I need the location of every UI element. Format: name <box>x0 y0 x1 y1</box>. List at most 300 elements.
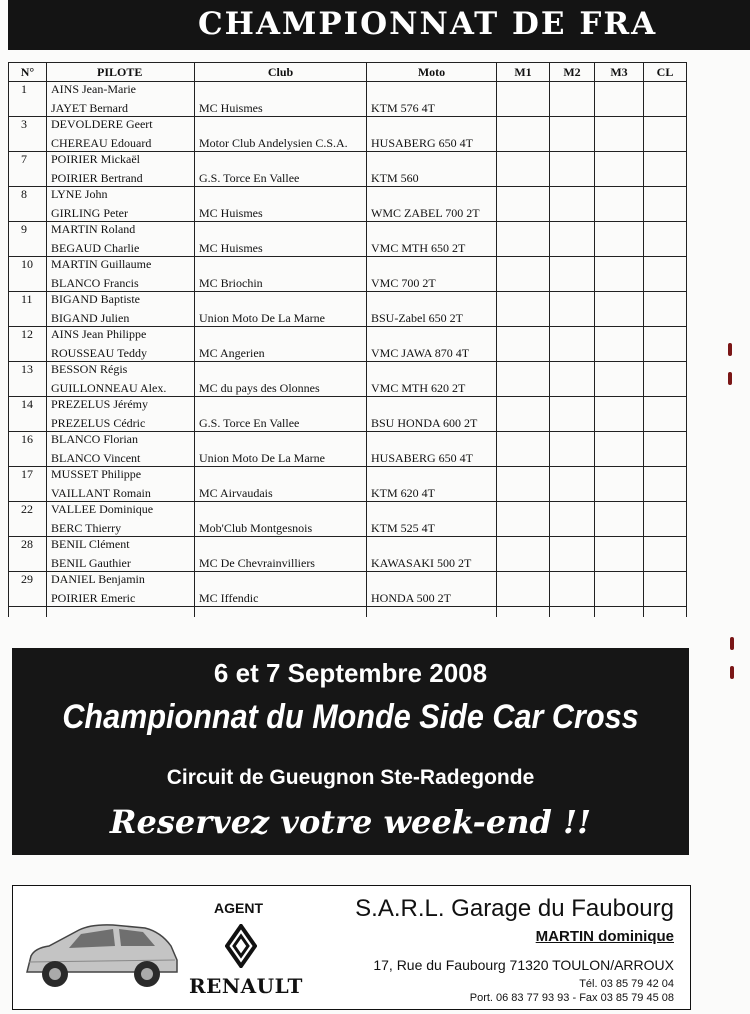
cl-cell <box>644 169 687 187</box>
entries-body <box>9 82 687 618</box>
moto-cell <box>367 187 497 205</box>
moto-model: WMC ZABEL 700 2T <box>367 204 497 222</box>
m3-cell <box>595 222 644 240</box>
cl-cell <box>644 467 687 485</box>
pilot-name: BIGAND Baptiste <box>47 292 195 310</box>
pilot-name: MARTIN Roland <box>47 222 195 240</box>
pilot-name: BLANCO Francis <box>47 274 195 292</box>
club-cell <box>195 432 367 450</box>
cl-cell <box>644 362 687 380</box>
club-cell <box>195 292 367 310</box>
header-num: N° <box>9 63 47 82</box>
pilot-name: BENIL Gauthier <box>47 554 195 572</box>
moto-model: VMC 700 2T <box>367 274 497 292</box>
m2-cell <box>550 187 595 205</box>
m3-cell <box>595 169 644 187</box>
entry-number-cell <box>9 414 47 432</box>
cl-cell <box>644 99 687 117</box>
pilot-name: VALLEE Dominique <box>47 502 195 520</box>
pilot-name: BIGAND Julien <box>47 309 195 327</box>
pilot-name: ROUSSEAU Teddy <box>47 344 195 362</box>
garage-mobile-fax: Port. 06 83 77 93 93 - Fax 03 85 79 45 08 <box>469 992 674 1004</box>
entry-number-cell <box>9 449 47 467</box>
pilot-name: PREZELUS Cédric <box>47 414 195 432</box>
entry-number-cell <box>9 379 47 397</box>
moto-model: KTM 620 4T <box>367 484 497 502</box>
entry-number: 3 <box>9 117 47 135</box>
m2-cell <box>550 554 595 572</box>
empty-cell <box>497 607 550 618</box>
entry-number-cell <box>9 484 47 502</box>
event-dates: 6 et 7 Septembre 2008 <box>213 658 488 688</box>
table-row <box>9 274 687 292</box>
m2-cell <box>550 397 595 415</box>
cl-cell <box>644 432 687 450</box>
club-cell <box>195 117 367 135</box>
m2-cell <box>550 204 595 222</box>
brand-name: RENAULT <box>189 974 303 998</box>
moto-cell <box>367 362 497 380</box>
m2-cell <box>550 99 595 117</box>
moto-model: VMC MTH 620 2T <box>367 379 497 397</box>
entry-number-cell <box>9 519 47 537</box>
m3-cell <box>595 362 644 380</box>
table-header-row <box>9 63 687 82</box>
m1-cell <box>497 82 550 100</box>
m3-cell <box>595 327 644 345</box>
m2-cell <box>550 414 595 432</box>
m1-cell <box>497 239 550 257</box>
m3-cell <box>595 467 644 485</box>
entry-number-cell <box>9 309 47 327</box>
cl-cell <box>644 274 687 292</box>
moto-model: KTM 560 <box>367 169 497 187</box>
cl-cell <box>644 519 687 537</box>
m3-cell <box>595 204 644 222</box>
agent-label: AGENT <box>214 900 263 916</box>
pilot-name: MARTIN Guillaume <box>47 257 195 275</box>
m2-cell <box>550 449 595 467</box>
entry-number: 13 <box>9 362 47 380</box>
garage-manager: MARTIN dominique <box>535 928 674 945</box>
moto-cell <box>367 327 497 345</box>
m3-cell <box>595 82 644 100</box>
moto-model: HONDA 500 2T <box>367 589 497 607</box>
table-row <box>9 484 687 502</box>
moto-cell <box>367 222 497 240</box>
m2-cell <box>550 502 595 520</box>
table-row <box>9 152 687 170</box>
club-name: MC Huismes <box>195 239 367 257</box>
pilot-name: PREZELUS Jérémy <box>47 397 195 415</box>
m1-cell <box>497 397 550 415</box>
cl-cell <box>644 502 687 520</box>
entry-number: 8 <box>9 187 47 205</box>
cl-cell <box>644 327 687 345</box>
garage-address: 17, Rue du Faubourg 71320 TOULON/ARROUX <box>373 957 674 973</box>
table-row <box>9 309 687 327</box>
cl-cell <box>644 134 687 152</box>
m3-cell <box>595 99 644 117</box>
entry-number: 9 <box>9 222 47 240</box>
pilot-name: BENIL Clément <box>47 537 195 555</box>
cl-cell <box>644 204 687 222</box>
m1-cell <box>497 274 550 292</box>
entry-number-cell <box>9 589 47 607</box>
cl-cell <box>644 344 687 362</box>
table-row <box>9 449 687 467</box>
club-name: Mob'Club Montgesnois <box>195 519 367 537</box>
moto-cell <box>367 117 497 135</box>
header-m1: M1 <box>497 63 550 82</box>
table-row <box>9 362 687 380</box>
entry-number: 14 <box>9 397 47 415</box>
moto-model: BSU-Zabel 650 2T <box>367 309 497 327</box>
pilot-name: VAILLANT Romain <box>47 484 195 502</box>
club-name: MC Iffendic <box>195 589 367 607</box>
m3-cell <box>595 309 644 327</box>
m1-cell <box>497 414 550 432</box>
m1-cell <box>497 537 550 555</box>
m3-cell <box>595 292 644 310</box>
moto-model: VMC MTH 650 2T <box>367 239 497 257</box>
m1-cell <box>497 344 550 362</box>
entry-number: 1 <box>9 82 47 100</box>
m1-cell <box>497 449 550 467</box>
moto-model: HUSABERG 650 4T <box>367 449 497 467</box>
table-row <box>9 432 687 450</box>
pilot-name: AINS Jean-Marie <box>47 82 195 100</box>
table-row <box>9 292 687 310</box>
table-row <box>9 537 687 555</box>
m1-cell <box>497 554 550 572</box>
header-m2: M2 <box>550 63 595 82</box>
table-row <box>9 344 687 362</box>
m2-cell <box>550 589 595 607</box>
m2-cell <box>550 344 595 362</box>
moto-cell <box>367 257 497 275</box>
moto-model: VMC JAWA 870 4T <box>367 344 497 362</box>
table-row <box>9 169 687 187</box>
club-name: MC De Chevrainvilliers <box>195 554 367 572</box>
m3-cell <box>595 589 644 607</box>
club-name: Motor Club Andelysien C.S.A. <box>195 134 367 152</box>
club-name: G.S. Torce En Vallee <box>195 169 367 187</box>
m3-cell <box>595 554 644 572</box>
edge-mark <box>730 637 734 650</box>
table-row <box>9 397 687 415</box>
entry-number: 10 <box>9 257 47 275</box>
club-cell <box>195 572 367 590</box>
m2-cell <box>550 362 595 380</box>
m1-cell <box>497 99 550 117</box>
edge-mark <box>728 343 732 356</box>
club-name: MC Briochin <box>195 274 367 292</box>
m3-cell <box>595 239 644 257</box>
pilot-name: DANIEL Benjamin <box>47 572 195 590</box>
cl-cell <box>644 222 687 240</box>
empty-cell <box>550 607 595 618</box>
m1-cell <box>497 467 550 485</box>
club-cell <box>195 222 367 240</box>
entry-number-cell <box>9 239 47 257</box>
moto-cell <box>367 292 497 310</box>
m1-cell <box>497 169 550 187</box>
cl-cell <box>644 257 687 275</box>
cl-cell <box>644 414 687 432</box>
garage-advert <box>12 885 691 1010</box>
m3-cell <box>595 484 644 502</box>
m3-cell <box>595 502 644 520</box>
m3-cell <box>595 537 644 555</box>
empty-cell <box>367 607 497 618</box>
m2-cell <box>550 134 595 152</box>
club-name: Union Moto De La Marne <box>195 449 367 467</box>
entry-number-cell <box>9 344 47 362</box>
m2-cell <box>550 117 595 135</box>
club-cell <box>195 467 367 485</box>
m3-cell <box>595 379 644 397</box>
moto-cell <box>367 467 497 485</box>
moto-model: KAWASAKI 500 2T <box>367 554 497 572</box>
m3-cell <box>595 152 644 170</box>
pilot-name: MUSSET Philippe <box>47 467 195 485</box>
m2-cell <box>550 432 595 450</box>
moto-cell <box>367 152 497 170</box>
cl-cell <box>644 239 687 257</box>
m2-cell <box>550 169 595 187</box>
m2-cell <box>550 519 595 537</box>
m2-cell <box>550 537 595 555</box>
pilot-name: DEVOLDERE Geert <box>47 117 195 135</box>
m3-cell <box>595 117 644 135</box>
header-pilote: PILOTE <box>47 63 195 82</box>
cl-cell <box>644 554 687 572</box>
table-row <box>9 502 687 520</box>
pilot-name: GUILLONNEAU Alex. <box>47 379 195 397</box>
club-cell <box>195 397 367 415</box>
event-call-to-action: Reservez votre week-end !! <box>109 803 592 841</box>
m1-cell <box>497 292 550 310</box>
entry-number: 16 <box>9 432 47 450</box>
table-row <box>9 187 687 205</box>
empty-cell <box>47 607 195 618</box>
m1-cell <box>497 379 550 397</box>
table-row <box>9 204 687 222</box>
club-name: MC du pays des Olonnes <box>195 379 367 397</box>
garage-phone: Tél. 03 85 79 42 04 <box>579 978 674 990</box>
moto-model: BSU HONDA 600 2T <box>367 414 497 432</box>
m2-cell <box>550 309 595 327</box>
m3-cell <box>595 397 644 415</box>
m2-cell <box>550 467 595 485</box>
cl-cell <box>644 572 687 590</box>
m1-cell <box>497 187 550 205</box>
m3-cell <box>595 432 644 450</box>
pilot-name: JAYET Bernard <box>47 99 195 117</box>
m2-cell <box>550 257 595 275</box>
m3-cell <box>595 572 644 590</box>
cl-cell <box>644 589 687 607</box>
moto-model: HUSABERG 650 4T <box>367 134 497 152</box>
pilot-name: CHEREAU Edouard <box>47 134 195 152</box>
m2-cell <box>550 379 595 397</box>
entry-number: 7 <box>9 152 47 170</box>
m1-cell <box>497 502 550 520</box>
table-row <box>9 239 687 257</box>
table-row <box>9 82 687 100</box>
header-moto: Moto <box>367 63 497 82</box>
club-name: Union Moto De La Marne <box>195 309 367 327</box>
garage-name: S.A.R.L. Garage du Faubourg <box>355 895 674 922</box>
moto-cell <box>367 537 497 555</box>
club-name: MC Huismes <box>195 99 367 117</box>
club-name: G.S. Torce En Vallee <box>195 414 367 432</box>
m3-cell <box>595 274 644 292</box>
moto-model: KTM 576 4T <box>367 99 497 117</box>
event-title: Championnat du Monde Side Car Cross <box>62 698 639 736</box>
m1-cell <box>497 152 550 170</box>
entry-number: 11 <box>9 292 47 310</box>
empty-cell <box>9 607 47 618</box>
table-row <box>9 589 687 607</box>
club-cell <box>195 327 367 345</box>
pilot-name: POIRIER Mickaël <box>47 152 195 170</box>
table-row <box>9 257 687 275</box>
header-cl: CL <box>644 63 687 82</box>
m3-cell <box>595 257 644 275</box>
cl-cell <box>644 152 687 170</box>
pilot-name: POIRIER Bertrand <box>47 169 195 187</box>
club-cell <box>195 502 367 520</box>
m1-cell <box>497 589 550 607</box>
moto-cell <box>367 397 497 415</box>
cl-cell <box>644 449 687 467</box>
pilot-name: AINS Jean Philippe <box>47 327 195 345</box>
m1-cell <box>497 134 550 152</box>
car-image <box>21 916 183 996</box>
entry-number-cell <box>9 134 47 152</box>
m1-cell <box>497 257 550 275</box>
table-row <box>9 519 687 537</box>
m2-cell <box>550 274 595 292</box>
cl-cell <box>644 484 687 502</box>
banner-title: CHAMPIONNAT DE FRA <box>198 6 658 42</box>
empty-cell <box>644 607 687 618</box>
pilot-name: GIRLING Peter <box>47 204 195 222</box>
entry-number: 12 <box>9 327 47 345</box>
cl-cell <box>644 292 687 310</box>
m3-cell <box>595 414 644 432</box>
entry-number: 29 <box>9 572 47 590</box>
m2-cell <box>550 484 595 502</box>
m1-cell <box>497 362 550 380</box>
moto-cell <box>367 572 497 590</box>
table-row <box>9 117 687 135</box>
m1-cell <box>497 572 550 590</box>
cl-cell <box>644 82 687 100</box>
empty-cell <box>195 607 367 618</box>
table-row <box>9 572 687 590</box>
pilot-name: BERC Thierry <box>47 519 195 537</box>
m2-cell <box>550 82 595 100</box>
m2-cell <box>550 222 595 240</box>
table-row-partial <box>9 607 687 618</box>
club-name: MC Angerien <box>195 344 367 362</box>
entry-number-cell <box>9 554 47 572</box>
entry-number: 28 <box>9 537 47 555</box>
m2-cell <box>550 292 595 310</box>
m1-cell <box>497 117 550 135</box>
entry-number-cell <box>9 204 47 222</box>
header-m3: M3 <box>595 63 644 82</box>
table-row <box>9 327 687 345</box>
m1-cell <box>497 327 550 345</box>
m1-cell <box>497 309 550 327</box>
cl-cell <box>644 187 687 205</box>
cl-cell <box>644 537 687 555</box>
moto-model: KTM 525 4T <box>367 519 497 537</box>
table-row <box>9 222 687 240</box>
moto-cell <box>367 502 497 520</box>
table-row <box>9 134 687 152</box>
m2-cell <box>550 152 595 170</box>
event-circuit: Circuit de Gueugnon Ste-Radegonde <box>166 766 535 789</box>
renault-logo-icon <box>225 924 257 968</box>
header-club: Club <box>195 63 367 82</box>
m2-cell <box>550 572 595 590</box>
entry-number-cell <box>9 274 47 292</box>
pilot-name: BESSON Régis <box>47 362 195 380</box>
edge-mark <box>728 372 732 385</box>
pilot-name: POIRIER Emeric <box>47 589 195 607</box>
m3-cell <box>595 187 644 205</box>
club-name: MC Huismes <box>195 204 367 222</box>
pilot-name: BEGAUD Charlie <box>47 239 195 257</box>
edge-mark <box>730 666 734 679</box>
cl-cell <box>644 309 687 327</box>
moto-cell <box>367 432 497 450</box>
pilot-name: BLANCO Florian <box>47 432 195 450</box>
m1-cell <box>497 432 550 450</box>
club-cell <box>195 152 367 170</box>
table-row <box>9 414 687 432</box>
event-advert <box>12 648 689 855</box>
m3-cell <box>595 344 644 362</box>
cl-cell <box>644 397 687 415</box>
m1-cell <box>497 519 550 537</box>
table-row <box>9 379 687 397</box>
entry-number-cell <box>9 169 47 187</box>
entry-number: 17 <box>9 467 47 485</box>
pilot-name: LYNE John <box>47 187 195 205</box>
cl-cell <box>644 117 687 135</box>
table-row <box>9 554 687 572</box>
empty-cell <box>595 607 644 618</box>
m1-cell <box>497 484 550 502</box>
entries-table <box>8 62 687 617</box>
header-banner <box>8 0 750 50</box>
m1-cell <box>497 222 550 240</box>
club-cell <box>195 362 367 380</box>
m2-cell <box>550 239 595 257</box>
club-cell <box>195 187 367 205</box>
entry-number-cell <box>9 99 47 117</box>
club-cell <box>195 537 367 555</box>
m3-cell <box>595 449 644 467</box>
cl-cell <box>644 379 687 397</box>
pilot-name: BLANCO Vincent <box>47 449 195 467</box>
